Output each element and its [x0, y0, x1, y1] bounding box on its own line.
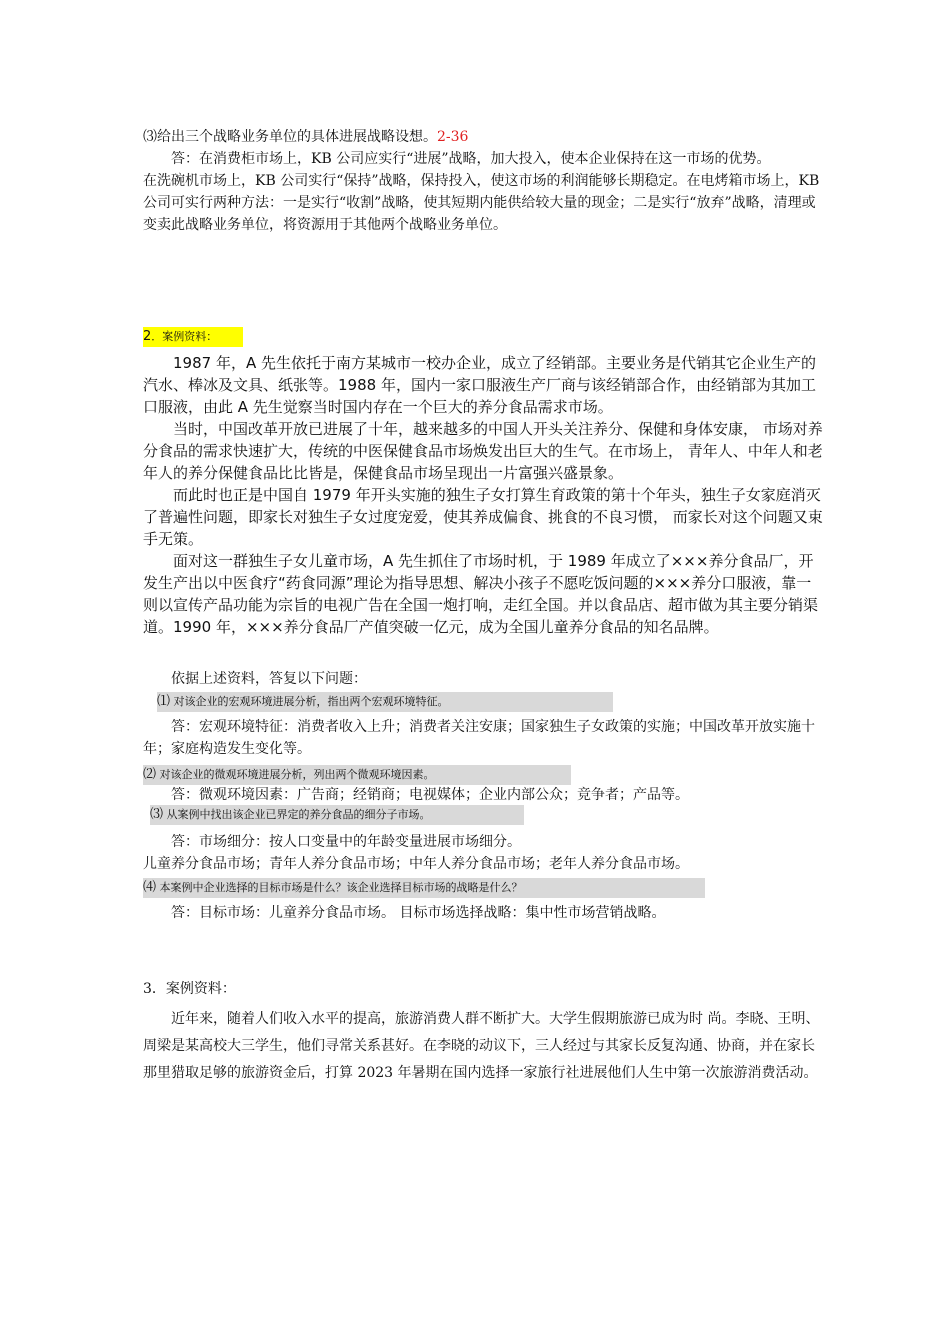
answer-2: 答：微观环境因素：广告商；经销商；电视媒体；企业内部公众；竞争者；产品等。: [171, 787, 689, 803]
question-4-box: [143, 878, 705, 898]
answer-3b: 儿童养分食品市场；青年人养分食品市场；中年人养分食品市场；老年人养分食品市场。: [143, 856, 689, 872]
heading-text: ．案例资料：: [151, 330, 218, 343]
questions-prompt: 依据上述资料，答复以下问题：: [171, 671, 367, 687]
answer-1-block: [143, 716, 823, 760]
question-1-box: [157, 692, 613, 712]
case-paragraph-3: 而此时也正是中国自 1979 年开头实施的独生子女打算生育政策的第十个年头，独生子女家庭消灭了普遍性问题，即家长对独生子女过度宠爱，使其养成偏食、挑食的不良习惯， 而家长对这个问题又束手无策。: [143, 486, 823, 548]
section-2-case: [143, 352, 823, 638]
question-1: 对该企业的宏观环境进展分析，指出两个宏观环境特征。: [170, 695, 449, 708]
question-3b: 从案例中找出该企业已界定的养分食品的细分子市场。: [163, 808, 431, 821]
question-4: 本案例中企业选择的目标市场是什么？该企业选择目标市场的战略是什么？: [156, 881, 523, 894]
question-2-box: [143, 765, 571, 785]
case-paragraph-2: 当时，中国改革开放已进展了十年，越来越多的中国人开头关注养分、保健和身体安康， 市场对养分食品的需求快速扩大，传统的中医保健食品市场焕发出巨大的生气。在市场上， 青年人、中年人和老年人的养分保健食品比比皆是，保健食品市场呈现出一片富强兴盛景象。: [143, 420, 823, 482]
section-3-case: [143, 1006, 823, 1087]
answer-2-block: [143, 784, 823, 806]
questions-prompt-block: [143, 668, 823, 690]
section-3-heading: 3．案例资料：: [143, 981, 236, 997]
answer-4: 答：目标市场：儿童养分食品市场。 目标市场选择战略：集中性市场营销战略。: [171, 905, 666, 921]
question-4-number: ⑷: [143, 880, 157, 895]
highlighted-heading: [143, 327, 243, 347]
answer-4-block: [143, 902, 823, 924]
answer-3a: 答：市场细分：按人口变量中的年龄变量进展市场细分。: [171, 834, 521, 850]
answer-3-block: [143, 831, 823, 875]
answer-paragraph-2: 在洗碗机市场上，KB 公司实行“保持”战略，保持投入，使这市场的利润能够长期稳定。在电烤箱市场上，KB 公司可实行两种方法：一是实行“收割”战略，使其短期内能供给较大量的现金；二是实行“放弃”战略，清理或变卖此战略业务单位，将资源用于其他两个战略业务单位。: [143, 173, 820, 233]
section-1: [143, 126, 823, 236]
question-1-number: ⑴: [157, 694, 171, 709]
section-3-paragraph: 近年来，随着人们收入水平的提高，旅游消费人群不断扩大。大学生假期旅游已成为时 尚。李晓、王明、周梁是某高校大三学生，他们寻常关系甚好。在李晓的动议下，三人经过与其家长反复沟通、协商，并在家长那里猎取足够的旅游资金后，打算 2023 年暑期在国内选择一家旅行社进展他们人生中第一次旅游消费活动。: [143, 1011, 820, 1081]
answer-1: 答：宏观环境特征：消费者收入上升；消费者关注安康；国家独生子女政策的实施；中国改革开放实施十年；家庭构造发生变化等。: [143, 719, 815, 757]
case-paragraph-4: 面对这一群独生子女儿童市场，A 先生抓住了市场时机，于 1989 年成立了×××养分食品厂，开发生产出以中医食疗“药食同源”理论为指导思想、解决小孩子不愿吃饭问题的×××养分口服液，靠一则以宣传产品功能为宗旨的电视广告在全国一炮打响，走红全国。并以食品店、超市做为其主要分销渠道。1990 年，×××养分食品厂产值突破一亿元，成为全国儿童养分食品的知名品牌。: [143, 552, 819, 636]
section-2-heading: [143, 325, 823, 347]
question-3-box: [150, 805, 524, 825]
heading-number: 2: [143, 329, 152, 344]
answer-paragraph-1: 答：在消费柜市场上，KB 公司应实行“进展”战略，加大投入，使本企业保持在这一市场的优势。: [171, 151, 771, 167]
question-3-ref: 2-36: [437, 129, 469, 145]
question-2-number: ⑵: [143, 767, 157, 782]
question-2: 对该企业的微观环境进展分析，列出两个微观环境因素。: [156, 768, 435, 781]
section-3-heading-block: [143, 978, 823, 1000]
case-paragraph-1: 1987 年，A 先生依托于南方某城市一校办企业，成立了经销部。主要业务是代销其它企业生产的汽水、棒冰及文具、纸张等。1988 年，国内一家口服液生产厂商与该经销部合作，由经销部为其加工口服液，由此 A 先生觉察当时国内存在一个巨大的养分食品需求市场。: [143, 354, 816, 416]
question-3-line: [143, 126, 823, 148]
question-3-number: ⑶: [150, 807, 164, 822]
question-3: ⑶给出三个战略业务单位的具体进展战略设想。: [143, 129, 437, 145]
